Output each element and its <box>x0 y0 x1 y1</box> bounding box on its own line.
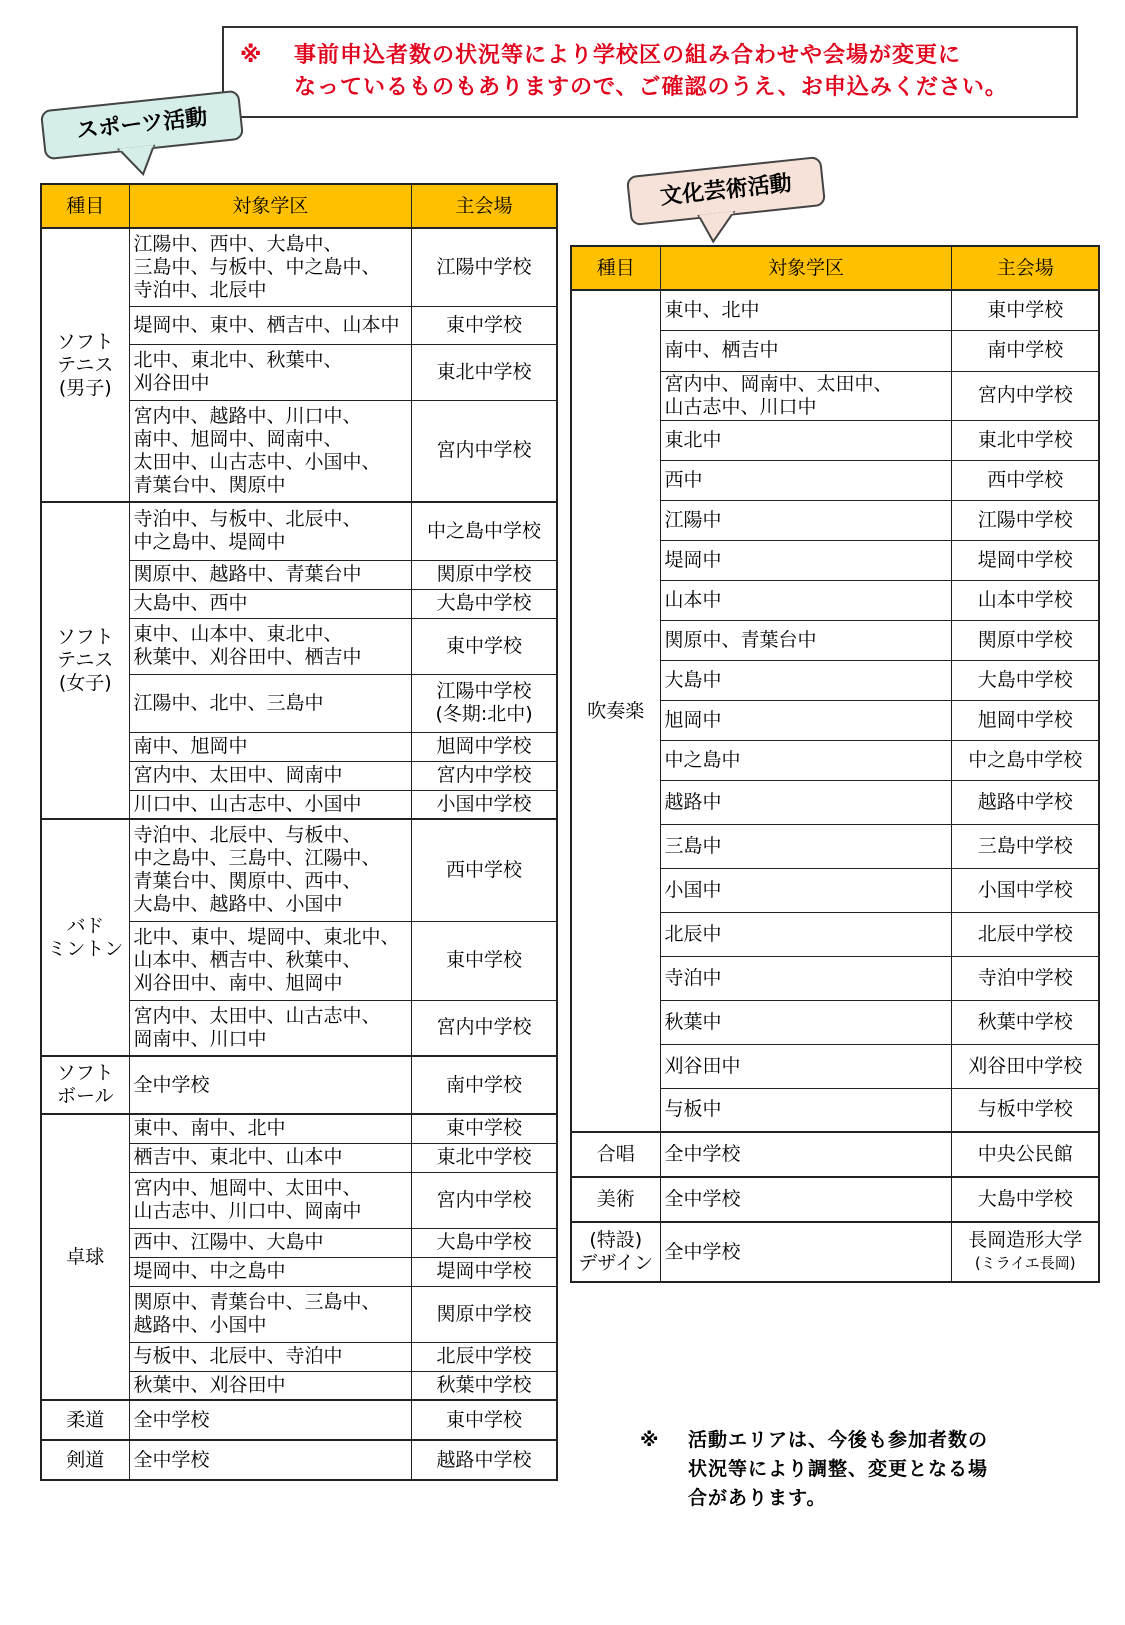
district-cell: 越路中 <box>660 780 952 824</box>
venue-cell: 小国中学校 <box>952 868 1099 912</box>
header-district: 対象学区 <box>129 184 412 228</box>
venue-cell <box>952 1222 1099 1282</box>
district-cell: 寺泊中、与板中、北辰中、 中之島中、堤岡中 <box>129 502 412 560</box>
venue-cell: 東北中学校 <box>412 344 557 400</box>
district-cell: 全中学校 <box>129 1400 412 1440</box>
venue-cell: 山本中学校 <box>952 580 1099 620</box>
district-cell: 宮内中、越路中、川口中、 南中、旭岡中、岡南中、 太田中、山古志中、小国中、 青葉台中、関原中 <box>129 400 412 502</box>
venue-cell: 関原中学校 <box>952 620 1099 660</box>
district-cell: 南中、栖吉中 <box>660 330 952 371</box>
venue-cell: 堤岡中学校 <box>952 540 1099 580</box>
culture-section-title: 文化芸術活動 <box>658 171 793 210</box>
district-cell: 山本中 <box>660 580 952 620</box>
speech-tail-icon <box>116 145 159 179</box>
header-venue: 主会場 <box>952 246 1099 290</box>
venue-cell: 江陽中学校 <box>952 500 1099 540</box>
venue-cell: 中央公民館 <box>952 1132 1099 1177</box>
culture-table <box>570 245 1100 1283</box>
venue-cell: 与板中学校 <box>952 1088 1099 1132</box>
venue-cell: 大島中学校 <box>952 660 1099 700</box>
district-cell: 西中 <box>660 460 952 500</box>
venue-cell: 越路中学校 <box>952 780 1099 824</box>
venue-cell: 堤岡中学校 <box>412 1257 557 1286</box>
venue-cell: 東中学校 <box>412 306 557 344</box>
notice-line-2: なっているものもありますので、ご確認のうえ、お申込みください。 <box>294 75 1008 100</box>
district-cell: 三島中 <box>660 824 952 868</box>
venue-cell: 東北中学校 <box>952 420 1099 460</box>
district-cell: 関原中、青葉台中 <box>660 620 952 660</box>
district-cell: 江陽中、西中、大島中、 三島中、与板中、中之島中、 寺泊中、北辰中 <box>129 228 412 306</box>
venue-cell: 西中学校 <box>412 819 557 921</box>
district-cell: 堤岡中、中之島中 <box>129 1257 412 1286</box>
district-cell: 東中、北中 <box>660 290 952 330</box>
venue-cell: 秋葉中学校 <box>952 1000 1099 1044</box>
district-cell: 大島中 <box>660 660 952 700</box>
table-row <box>41 1440 557 1480</box>
header-district: 対象学区 <box>660 246 952 290</box>
district-cell: 宮内中、太田中、山古志中、 岡南中、川口中 <box>129 1000 412 1056</box>
venue-cell: 北辰中学校 <box>952 912 1099 956</box>
district-cell: 東北中 <box>660 420 952 460</box>
district-cell: 旭岡中 <box>660 700 952 740</box>
event-cell: ソフト テニス (女子) <box>41 502 129 819</box>
district-cell: 関原中、青葉台中、三島中、 越路中、小国中 <box>129 1286 412 1342</box>
event-cell: 吹奏楽 <box>571 290 660 1132</box>
venue-subname: (ミライエ長岡) <box>974 1254 1076 1272</box>
footnote <box>640 1426 1060 1513</box>
district-cell: 関原中、越路中、青葉台中 <box>129 560 412 589</box>
venue-cell: 旭岡中学校 <box>952 700 1099 740</box>
district-cell: 寺泊中 <box>660 956 952 1000</box>
venue-cell: 大島中学校 <box>412 1228 557 1257</box>
venue-cell: 旭岡中学校 <box>412 732 557 761</box>
speech-tail-icon <box>696 211 739 245</box>
table-row <box>571 1222 1099 1282</box>
event-cell: 剣道 <box>41 1440 129 1480</box>
district-cell: 全中学校 <box>129 1440 412 1480</box>
district-cell: 与板中、北辰中、寺泊中 <box>129 1342 412 1371</box>
event-cell: 美術 <box>571 1177 660 1222</box>
district-cell: 宮内中、太田中、岡南中 <box>129 761 412 790</box>
venue-cell: 宮内中学校 <box>412 1172 557 1228</box>
venue-cell: 南中学校 <box>952 330 1099 371</box>
table-row <box>41 819 557 921</box>
table-row <box>41 228 557 306</box>
table-row <box>571 1132 1099 1177</box>
notice-text-1: 事前申込者数の状況等により学校区の組み合わせや会場が変更に <box>294 43 962 68</box>
venue-cell: 東中学校 <box>412 1114 557 1143</box>
header-event: 種目 <box>571 246 660 290</box>
notice-mark: ※ <box>240 43 263 68</box>
district-cell: 東中、南中、北中 <box>129 1114 412 1143</box>
sports-section-title: スポーツ活動 <box>75 105 209 144</box>
district-cell: 堤岡中 <box>660 540 952 580</box>
venue-cell: 中之島中学校 <box>952 740 1099 780</box>
district-cell: 全中学校 <box>660 1222 952 1282</box>
event-cell: 卓球 <box>41 1114 129 1400</box>
venue-cell: 小国中学校 <box>412 790 557 819</box>
venue-cell: 北辰中学校 <box>412 1342 557 1371</box>
venue-name: 長岡造形大学 <box>968 1229 1083 1251</box>
table-row <box>41 1400 557 1440</box>
district-cell: 小国中 <box>660 868 952 912</box>
venue-cell: 東中学校 <box>952 290 1099 330</box>
venue-cell: 大島中学校 <box>412 589 557 618</box>
table-row <box>41 502 557 560</box>
district-cell: 江陽中 <box>660 500 952 540</box>
event-cell: バド ミントン <box>41 819 129 1056</box>
venue-cell: 宮内中学校 <box>412 400 557 502</box>
venue-cell: 東北中学校 <box>412 1143 557 1172</box>
district-cell: 大島中、西中 <box>129 589 412 618</box>
notice-line-1 <box>240 40 1076 72</box>
venue-cell: 東中学校 <box>412 1400 557 1440</box>
district-cell: 刈谷田中 <box>660 1044 952 1088</box>
culture-section-bubble <box>626 156 826 226</box>
venue-cell: 南中学校 <box>412 1056 557 1114</box>
table-row <box>41 1056 557 1114</box>
district-cell: 北辰中 <box>660 912 952 956</box>
district-cell: 栖吉中、東北中、山本中 <box>129 1143 412 1172</box>
venue-cell: 中之島中学校 <box>412 502 557 560</box>
district-cell: 川口中、山古志中、小国中 <box>129 790 412 819</box>
district-cell: 江陽中、北中、三島中 <box>129 674 412 732</box>
venue-cell: 関原中学校 <box>412 560 557 589</box>
notice-box <box>222 26 1078 118</box>
venue-cell: 寺泊中学校 <box>952 956 1099 1000</box>
district-cell: 宮内中、岡南中、太田中、 山古志中、川口中 <box>660 371 952 420</box>
sports-section-bubble <box>40 90 244 161</box>
event-cell: 柔道 <box>41 1400 129 1440</box>
table-row <box>41 1114 557 1143</box>
venue-cell: 刈谷田中学校 <box>952 1044 1099 1088</box>
district-cell: 与板中 <box>660 1088 952 1132</box>
district-cell: 南中、旭岡中 <box>129 732 412 761</box>
venue-cell: 大島中学校 <box>952 1177 1099 1222</box>
footnote-mark: ※ <box>640 1429 660 1451</box>
district-cell: 全中学校 <box>129 1056 412 1114</box>
venue-cell: 江陽中学校 (冬期:北中) <box>412 674 557 732</box>
venue-cell: 三島中学校 <box>952 824 1099 868</box>
event-cell: (特設) デザイン <box>571 1222 660 1282</box>
district-cell: 秋葉中 <box>660 1000 952 1044</box>
district-cell: 全中学校 <box>660 1132 952 1177</box>
venue-cell: 江陽中学校 <box>412 228 557 306</box>
sports-table <box>40 183 558 1481</box>
district-cell: 東中、山本中、東北中、 秋葉中、刈谷田中、栖吉中 <box>129 618 412 674</box>
table-row <box>571 290 1099 330</box>
header-event: 種目 <box>41 184 129 228</box>
header-venue: 主会場 <box>412 184 557 228</box>
venue-cell: 宮内中学校 <box>952 371 1099 420</box>
venue-cell: 宮内中学校 <box>412 761 557 790</box>
district-cell: 寺泊中、北辰中、与板中、 中之島中、三島中、江陽中、 青葉台中、関原中、西中、 大島中、越路中、小国中 <box>129 819 412 921</box>
venue-cell: 東中学校 <box>412 618 557 674</box>
district-cell: 北中、東中、堤岡中、東北中、 山本中、栖吉中、秋葉中、 刈谷田中、南中、旭岡中 <box>129 921 412 1000</box>
event-cell: 合唱 <box>571 1132 660 1177</box>
venue-cell: 越路中学校 <box>412 1440 557 1480</box>
district-cell: 秋葉中、刈谷田中 <box>129 1371 412 1400</box>
venue-cell: 西中学校 <box>952 460 1099 500</box>
event-cell: ソフト テニス (男子) <box>41 228 129 502</box>
footnote-text: 活動エリアは、今後も参加者数の 状況等により調整、変更となる場 合があります。 <box>688 1429 989 1509</box>
table-row <box>571 1177 1099 1222</box>
venue-cell: 秋葉中学校 <box>412 1371 557 1400</box>
district-cell: 全中学校 <box>660 1177 952 1222</box>
district-cell: 宮内中、旭岡中、太田中、 山古志中、川口中、岡南中 <box>129 1172 412 1228</box>
district-cell: 中之島中 <box>660 740 952 780</box>
venue-cell: 宮内中学校 <box>412 1000 557 1056</box>
venue-cell: 関原中学校 <box>412 1286 557 1342</box>
event-cell: ソフト ボール <box>41 1056 129 1114</box>
venue-cell: 東中学校 <box>412 921 557 1000</box>
district-cell: 北中、東北中、秋葉中、 刈谷田中 <box>129 344 412 400</box>
district-cell: 西中、江陽中、大島中 <box>129 1228 412 1257</box>
district-cell: 堤岡中、東中、栖吉中、山本中 <box>129 306 412 344</box>
